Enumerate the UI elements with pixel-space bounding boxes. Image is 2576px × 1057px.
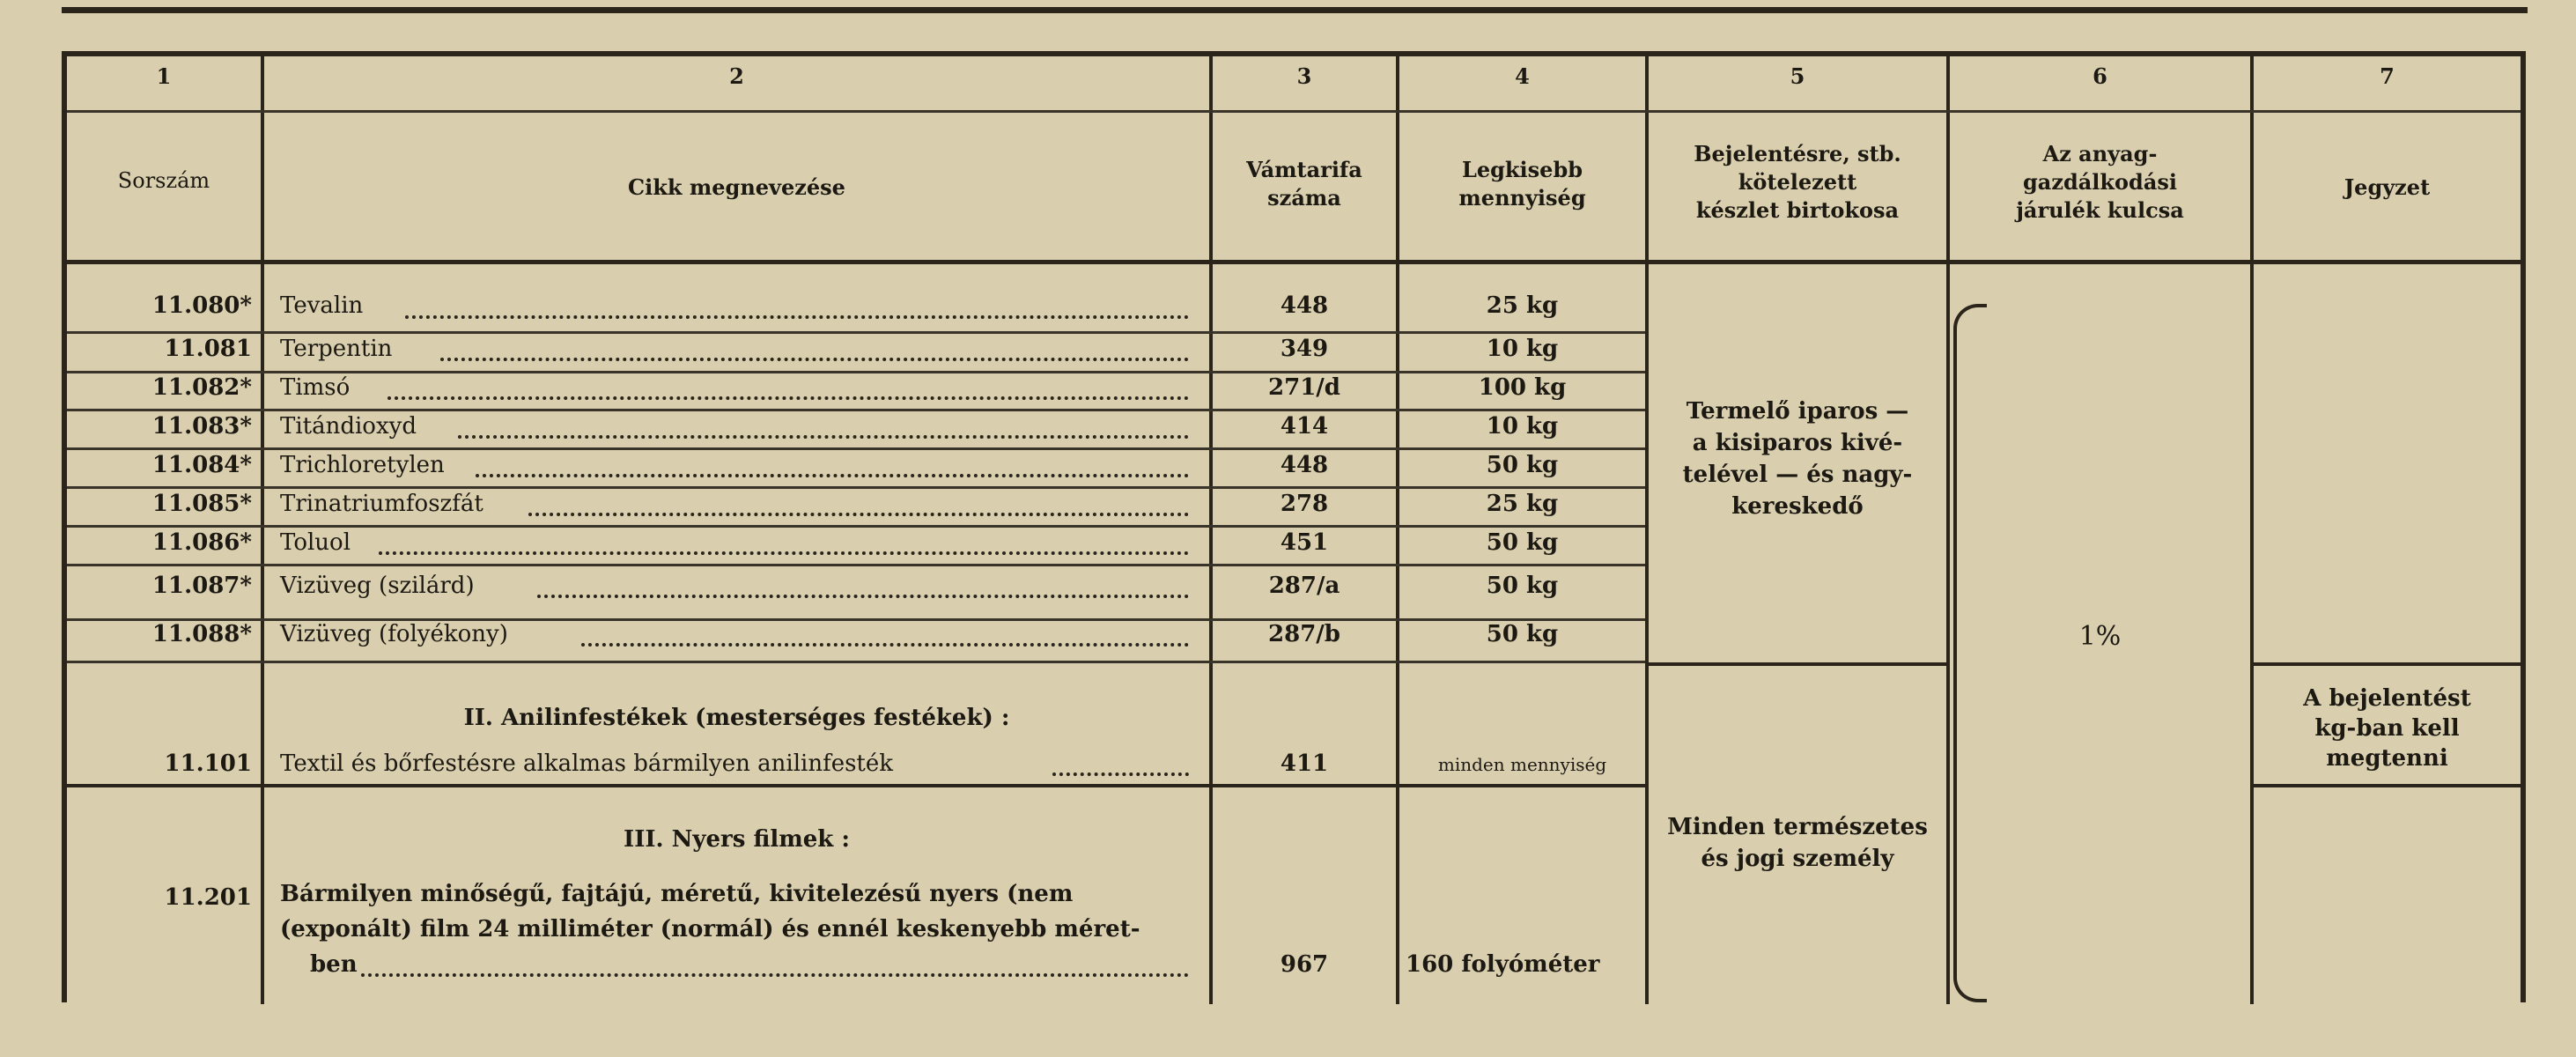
row-tariff: 287/a	[1268, 573, 1340, 599]
header-legkisebb-1: Legkisebb	[1461, 157, 1583, 182]
col-number-7: 7	[2380, 63, 2395, 89]
row-name: Tevalin	[280, 292, 364, 319]
row-tariff: 278	[1280, 491, 1329, 517]
holder-group2-line2: és jogi személy	[1701, 846, 1894, 872]
row-tariff: 448	[1280, 452, 1329, 478]
header-vamtarifa-2: száma	[1267, 185, 1341, 211]
row-number: 11.083*	[151, 413, 252, 440]
row-name: Vizüveg (szilárd)	[280, 573, 475, 599]
row-number: 11.081	[164, 336, 252, 362]
col-number-1: 1	[156, 63, 172, 89]
col-number-4: 4	[1515, 63, 1530, 89]
leader-dots	[458, 435, 1189, 439]
header-number-rule	[67, 110, 2521, 113]
row-tariff: 271/d	[1268, 374, 1340, 401]
row-number: 11.082*	[151, 374, 252, 401]
holder-group1-line2: a kisiparos kivé-	[1692, 430, 1903, 456]
row-rule	[67, 447, 1645, 450]
header-vamtarifa-1: Vámtarifa	[1246, 157, 1362, 182]
row-name: Timsó	[280, 374, 351, 401]
row-tariff: 414	[1280, 413, 1329, 440]
top-rule	[62, 7, 2528, 13]
note-line2: kg-ban kell	[2314, 715, 2460, 742]
section-rule	[67, 784, 1645, 787]
row-name: Trinatriumfoszfát	[280, 491, 483, 517]
section3-number: 11.201	[164, 884, 252, 911]
section3-line2: (exponált) film 24 milliméter (normál) és ennél keskenyebb méret-	[280, 916, 1140, 942]
header-jarulek-1: Az anyag-	[2042, 141, 2158, 166]
header-legkisebb-2: mennyiség	[1458, 185, 1586, 211]
note-rule	[2254, 662, 2521, 666]
header-jarulek-3: járulék kulcsa	[2016, 197, 2184, 223]
holder-group-rule	[1649, 662, 1946, 666]
row-number: 11.087*	[151, 573, 252, 599]
holder-group2-line1: Minden természetes	[1667, 814, 1928, 840]
row-number: 11.085*	[151, 491, 252, 517]
row-name: Titándioxyd	[280, 413, 417, 440]
row-name: Vizüveg (folyékony)	[280, 621, 508, 647]
row-rule	[67, 525, 1645, 528]
row-number: 11.088*	[151, 621, 252, 647]
leader-dots	[440, 358, 1189, 361]
section3-tariff: 967	[1280, 951, 1329, 978]
row-rule	[67, 486, 1645, 489]
row-tariff: 448	[1280, 292, 1329, 319]
section2-heading: II. Anilinfestékek (mesterséges festékek) :	[463, 705, 1010, 731]
leader-dots	[528, 513, 1189, 516]
note-line3: megtenni	[2326, 745, 2448, 772]
row-tariff: 287/b	[1268, 621, 1340, 647]
row-rule	[67, 331, 1645, 334]
row-tariff: 349	[1280, 336, 1329, 362]
row-name: Terpentin	[280, 336, 393, 362]
header-bottom-rule	[67, 260, 2521, 264]
row-qty: 50 kg	[1486, 452, 1559, 478]
holder-group1-line1: Termelő iparos —	[1686, 398, 1909, 425]
row-number: 11.086*	[151, 529, 252, 556]
row-qty: 25 kg	[1486, 292, 1559, 319]
holder-group1-line3: telével — és nagy-	[1682, 462, 1913, 488]
brace-bracket	[1953, 304, 1987, 1002]
row-qty: 100 kg	[1478, 374, 1567, 401]
section2-name: Textil és bőrfestésre alkalmas bármilyen anilinfesték	[280, 750, 894, 777]
row-number: 11.084*	[151, 452, 252, 478]
header-bejelentesre-3: készlet birtokosa	[1695, 197, 1900, 223]
holder-group1-line4: kereskedő	[1731, 493, 1864, 520]
header-bejelentesre-1: Bejelentésre, stb.	[1694, 141, 1901, 166]
row-rule	[67, 371, 1645, 373]
row-name: Toluol	[280, 529, 351, 556]
col-number-6: 6	[2093, 63, 2107, 89]
row-qty: 10 kg	[1486, 413, 1559, 440]
header-bejelentesre-2: kötelezett	[1738, 169, 1857, 195]
row-rule	[67, 564, 1645, 566]
row-qty: 50 kg	[1486, 621, 1559, 647]
leader-dots	[379, 551, 1189, 555]
header-jegyzet: Jegyzet	[2343, 174, 2431, 200]
note-rule	[2254, 784, 2521, 787]
section2-number: 11.101	[164, 750, 252, 777]
leader-dots	[405, 315, 1189, 319]
leader-dots	[476, 474, 1189, 477]
col-number-5: 5	[1790, 63, 1805, 89]
row-qty: 50 kg	[1486, 573, 1559, 599]
header-cikk: Cikk megnevezése	[628, 174, 845, 200]
row-number: 11.080*	[151, 292, 252, 319]
leader-dots	[581, 643, 1189, 647]
section3-heading: III. Nyers filmek :	[624, 826, 850, 853]
section2-qty: minden mennyiség	[1437, 754, 1607, 775]
section3-qty: 160 folyóméter	[1406, 951, 1600, 978]
row-rule	[67, 661, 1645, 663]
row-name: Trichloretylen	[280, 452, 445, 478]
rate-value: 1%	[2078, 621, 2122, 652]
note-line1: A bejelentést	[2303, 685, 2471, 712]
row-qty: 10 kg	[1486, 336, 1559, 362]
section2-tariff: 411	[1280, 750, 1329, 777]
row-qty: 50 kg	[1486, 529, 1559, 556]
leader-dots	[1052, 772, 1189, 776]
header-jarulek-2: gazdálkodási	[2022, 169, 2177, 195]
leader-dots	[361, 973, 1189, 977]
col-number-3: 3	[1296, 63, 1312, 89]
row-qty: 25 kg	[1486, 491, 1559, 517]
section3-line3: ben	[310, 951, 358, 978]
row-rule	[67, 409, 1645, 411]
col-number-2: 2	[729, 63, 744, 89]
header-sorszam: Sorszám	[117, 168, 210, 193]
leader-dots	[388, 396, 1189, 400]
leader-dots	[537, 595, 1189, 598]
section3-line1: Bármilyen minőségű, fajtájú, méretű, kivitelezésű nyers (nem	[280, 881, 1074, 907]
row-tariff: 451	[1280, 529, 1329, 556]
